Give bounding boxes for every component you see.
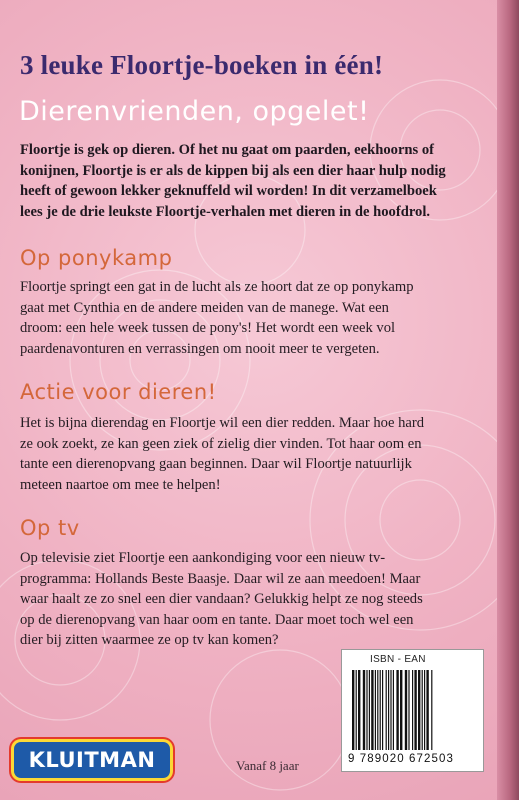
text-line: programma: Hollands Beste Baasje. Daar wil ze aan meedoen! Maar (20, 570, 421, 587)
barcode-bar (380, 670, 381, 750)
barcode-bar (356, 670, 357, 750)
barcode-bar (426, 670, 428, 750)
intro-title: Dierenvrienden, opgelet! (19, 96, 370, 127)
story-paragraph-ponykamp (20, 277, 480, 359)
barcode-bar (363, 670, 365, 750)
barcode-bar (369, 670, 370, 750)
text-line: droom: een hele week tussen de pony's! Het wordt een week vol (20, 320, 396, 336)
story-paragraph-actie (20, 413, 480, 495)
text-line: waar haalt ze zo snel een dier vandaan? Gelukkig helpt ze nog steeds (20, 591, 423, 607)
barcode-bar (366, 670, 367, 750)
barcode-bar (358, 670, 360, 750)
barcode-label (341, 649, 484, 772)
book-spine-edge (497, 0, 519, 800)
text-line: lees je de drie leukste Floortje-verhalen met dieren in de hoofdrol. (20, 203, 431, 220)
barcode-bar (418, 670, 420, 750)
barcode-bar (388, 670, 389, 750)
text-line: op de dierenopvang van haar oom en tante. Daar moet toch wel een (20, 611, 414, 628)
story-title-optv: Op tv (20, 516, 80, 540)
text-line: tante een dierenopvang gaan beginnen. Daar wil Floortje natuurlijk (20, 456, 412, 472)
barcode-bar (396, 670, 398, 750)
barcode-bar (400, 670, 402, 750)
text-line: dier bij zitten waarmee ze op tv kan komen? (20, 632, 279, 648)
text-line: Op televisie ziet Floortje een aankondiging voor een nieuw tv- (20, 550, 386, 566)
text-line: heeft of gewoon lekker geknuffeld wil worden! In dit verzamelboek (20, 183, 437, 199)
barcode-digits: 9 789020 672503 (348, 753, 455, 765)
text-line: gaat met Cynthia en de andere meiden van de manege. Wat een (20, 299, 389, 316)
barcode-bar (390, 670, 391, 750)
barcode-bar (424, 670, 425, 750)
text-line: Floortje springt een gat in de lucht als ze hoort dat ze op ponykamp (20, 279, 414, 295)
barcode-bar (431, 670, 432, 750)
barcode-bar (414, 670, 416, 750)
publisher-logo: KLUITMAN (14, 742, 170, 778)
barcode-bar (386, 670, 387, 750)
text-line: konijnen, Floortje is er als de kippen bij als een dier haar hulp nodig (20, 162, 446, 179)
story-title-ponykamp: Op ponykamp (20, 246, 173, 270)
isbn-ean-label: ISBN - EAN (370, 654, 426, 665)
barcode-bar (375, 670, 376, 750)
story-paragraph-optv (20, 548, 480, 651)
text-line: Floortje is gek op dieren. Of het nu gaat om paarden, eekhoorns of (20, 142, 435, 158)
barcode-bar (405, 670, 407, 750)
text-line: Het is bijna dierendag en Floortje wil een dier redden. Maar hoe hard (20, 415, 425, 431)
barcode-bar (393, 670, 394, 750)
text-line: ze ook zoekt, ze kan geen ziek of zielig dier vinden. Tot haar oom en (20, 435, 422, 452)
barcode-bar (377, 670, 378, 750)
barcode-bar (382, 670, 383, 750)
age-indication: Vanaf 8 jaar (236, 758, 299, 773)
cover-headline: 3 leuke Floortje-boeken in één! (20, 50, 384, 80)
barcode-bar (412, 670, 413, 750)
text-line: paardenavonturen en verrassingen om nooit meer te vergeten. (20, 340, 380, 357)
story-title-actie: Actie voor dieren! (20, 380, 217, 404)
barcode-bar (371, 670, 373, 750)
barcode-bar (408, 670, 409, 750)
barcode-bar (422, 670, 423, 750)
barcode-bar (352, 670, 354, 750)
intro-paragraph (20, 140, 480, 222)
text-line: meteen naartoe om mee te helpen! (20, 476, 221, 493)
